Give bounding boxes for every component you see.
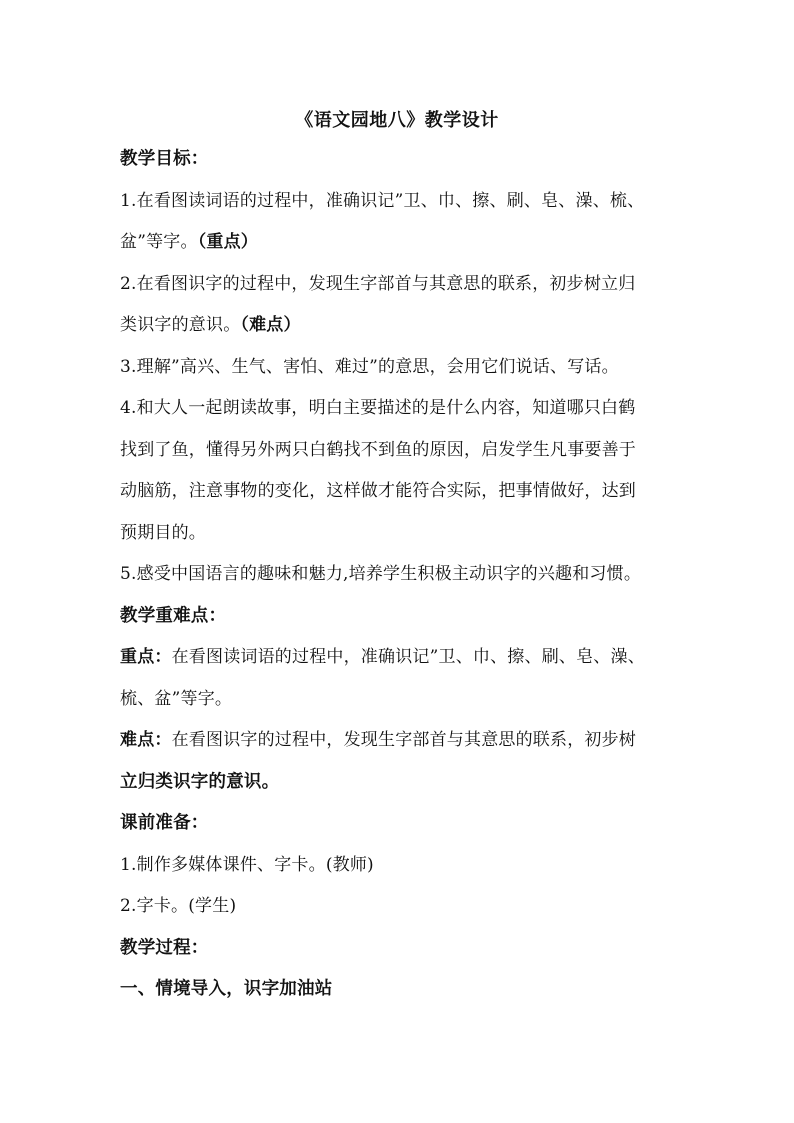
- difficult-point-line-cont: 立归类识字的意识。: [120, 771, 280, 792]
- objective-line-5: [120, 561, 690, 603]
- objective-line-3: [120, 354, 690, 396]
- key-point-line-cont: [120, 686, 690, 728]
- section-heading-preparation: 课前准备：: [120, 813, 209, 833]
- preparation-line-2: [120, 893, 690, 935]
- section-heading-key-points: 教学重难点：: [120, 605, 227, 626]
- line-label: 难点：: [120, 730, 172, 750]
- objective-line-2: [120, 271, 690, 313]
- line-text: 盆”等字。: [120, 232, 198, 252]
- preparation-line-1: [120, 852, 690, 894]
- line-text: 1.制作多媒体课件、字卡。(教师): [120, 854, 374, 875]
- line-text: 3.理解”高兴、生气、害怕、难过”的意思，会用它们说话、写话。: [120, 356, 619, 377]
- objective-line-1: [120, 188, 690, 230]
- line-text: 在看图读词语的过程中，准确识记”卫、巾、擦、刷、皂、澡、: [171, 647, 645, 667]
- line-text: 2.在看图识字的过程中，发现生字部首与其意思的联系，初步树立归: [120, 273, 636, 294]
- line-text: 梳、盆”等字。: [120, 688, 233, 709]
- line-text: 找到了鱼，懂得另外两只白鹤找不到鱼的原因，启发学生凡事要善于: [120, 439, 636, 460]
- document-body: [120, 146, 690, 1018]
- line-emphasis: （重点）: [197, 232, 259, 252]
- section-heading-objectives: 教学目标：: [120, 149, 209, 169]
- objective-line-4: [120, 395, 690, 437]
- objective-line-4-cont-c: [120, 520, 690, 562]
- line-text: 5.感受中国语言的趣味和魅力,培养学生积极主动识字的兴趣和习惯。: [120, 564, 642, 584]
- objective-line-4-cont-b: [120, 478, 690, 520]
- objective-line-4-cont-a: [120, 437, 690, 479]
- process-step-1-heading: 一、情境导入，识字加油站: [120, 979, 333, 999]
- line-label: 重点：: [120, 647, 172, 667]
- key-point-line: [120, 644, 690, 686]
- difficult-point-line: [120, 727, 690, 769]
- line-text: 类识字的意识。: [120, 315, 241, 335]
- line-text: 动脑筋，注意事物的变化，这样做才能符合实际，把事情做好，达到: [120, 481, 636, 501]
- line-text: 在看图识字的过程中，发现生字部首与其意思的联系，初步树: [171, 730, 637, 750]
- line-emphasis: （难点）: [240, 315, 301, 335]
- document-title: 《语文园地八》教学设计: [295, 110, 499, 131]
- section-heading-process: 教学过程：: [120, 937, 209, 958]
- objective-line-1-cont: [120, 229, 690, 271]
- line-text: 2.字卡。(学生): [120, 896, 237, 916]
- line-text: 4.和大人一起朗读故事，明白主要描述的是什么内容，知道哪只白鹤: [120, 398, 636, 418]
- line-text: 预期目的。: [120, 522, 206, 543]
- objective-line-2-cont: [120, 312, 690, 354]
- line-text: 1.在看图读词语的过程中，准确识记”卫、巾、擦、刷、皂、澡、梳、: [120, 190, 645, 211]
